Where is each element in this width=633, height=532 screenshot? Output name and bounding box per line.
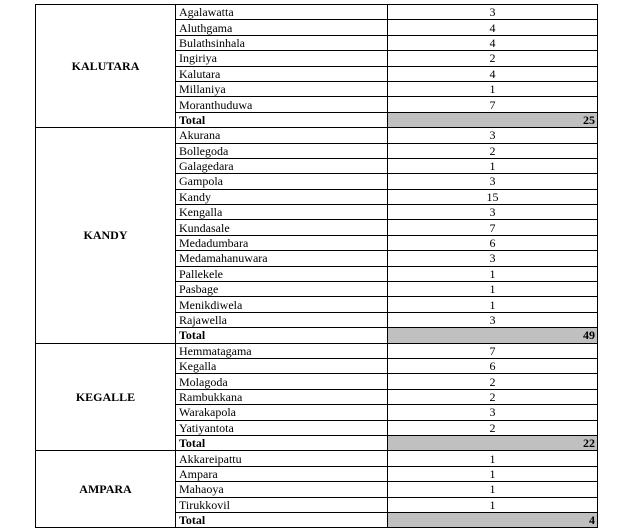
place-count: 3	[388, 174, 598, 189]
place-name: Warakapola	[176, 405, 388, 420]
place-name: Pasbage	[176, 282, 388, 297]
place-count: 3	[388, 312, 598, 327]
district-name: KANDY	[36, 128, 176, 343]
place-count: 15	[388, 189, 598, 204]
place-count: 3	[388, 251, 598, 266]
place-count: 2	[388, 51, 598, 66]
place-count: 2	[388, 389, 598, 404]
place-count: 1	[388, 282, 598, 297]
place-count: 3	[388, 5, 598, 20]
place-count: 1	[388, 482, 598, 497]
place-name: Kandy	[176, 189, 388, 204]
place-count: 1	[388, 297, 598, 312]
place-count: 1	[388, 466, 598, 481]
district-name: KALUTARA	[36, 5, 176, 128]
total-value: 4	[388, 512, 598, 527]
table-row	[36, 5, 598, 20]
place-name: Akkareipattu	[176, 451, 388, 466]
place-name: Galagedara	[176, 158, 388, 173]
district-name: KEGALLE	[36, 343, 176, 451]
place-name: Ampara	[176, 466, 388, 481]
place-name: Akurana	[176, 128, 388, 143]
place-name: Pallekele	[176, 266, 388, 281]
total-value: 49	[388, 328, 598, 343]
place-name: Ingiriya	[176, 51, 388, 66]
place-count: 4	[388, 35, 598, 50]
document-page	[35, 4, 597, 528]
place-name: Kundasale	[176, 220, 388, 235]
place-name: Rambukkana	[176, 389, 388, 404]
place-count: 6	[388, 235, 598, 250]
place-name: Moranthuduwa	[176, 97, 388, 112]
total-label: Total	[176, 112, 388, 127]
place-count: 6	[388, 358, 598, 373]
place-name: Menikdiwela	[176, 297, 388, 312]
place-name: Rajawella	[176, 312, 388, 327]
place-count: 4	[388, 20, 598, 35]
district-table-body	[36, 5, 598, 528]
place-name: Medadumbara	[176, 235, 388, 250]
total-value: 25	[388, 112, 598, 127]
place-count: 1	[388, 497, 598, 512]
place-name: Yatiyantota	[176, 420, 388, 435]
place-count: 7	[388, 97, 598, 112]
place-count: 2	[388, 143, 598, 158]
place-name: Medamahanuwara	[176, 251, 388, 266]
place-name: Tirukkovil	[176, 497, 388, 512]
place-name: Mahaoya	[176, 482, 388, 497]
place-count: 3	[388, 128, 598, 143]
place-name: Bulathsinhala	[176, 35, 388, 50]
place-name: Molagoda	[176, 374, 388, 389]
table-row	[36, 451, 598, 466]
place-count: 3	[388, 205, 598, 220]
place-count: 1	[388, 451, 598, 466]
total-label: Total	[176, 328, 388, 343]
total-label: Total	[176, 435, 388, 450]
district-name: AMPARA	[36, 451, 176, 528]
place-count: 3	[388, 405, 598, 420]
place-name: Millaniya	[176, 81, 388, 96]
place-name: Agalawatta	[176, 5, 388, 20]
place-count: 2	[388, 374, 598, 389]
place-name: Bollegoda	[176, 143, 388, 158]
place-name: Hemmatagama	[176, 343, 388, 358]
place-name: Aluthgama	[176, 20, 388, 35]
place-name: Kegalla	[176, 358, 388, 373]
place-count: 1	[388, 81, 598, 96]
total-label: Total	[176, 512, 388, 527]
table-row	[36, 128, 598, 143]
district-table	[35, 4, 598, 528]
place-count: 7	[388, 343, 598, 358]
place-count: 2	[388, 420, 598, 435]
place-count: 4	[388, 66, 598, 81]
table-row	[36, 343, 598, 358]
place-name: Gampola	[176, 174, 388, 189]
place-count: 1	[388, 158, 598, 173]
total-value: 22	[388, 435, 598, 450]
place-count: 1	[388, 266, 598, 281]
place-name: Kalutara	[176, 66, 388, 81]
place-name: Kengalla	[176, 205, 388, 220]
place-count: 7	[388, 220, 598, 235]
